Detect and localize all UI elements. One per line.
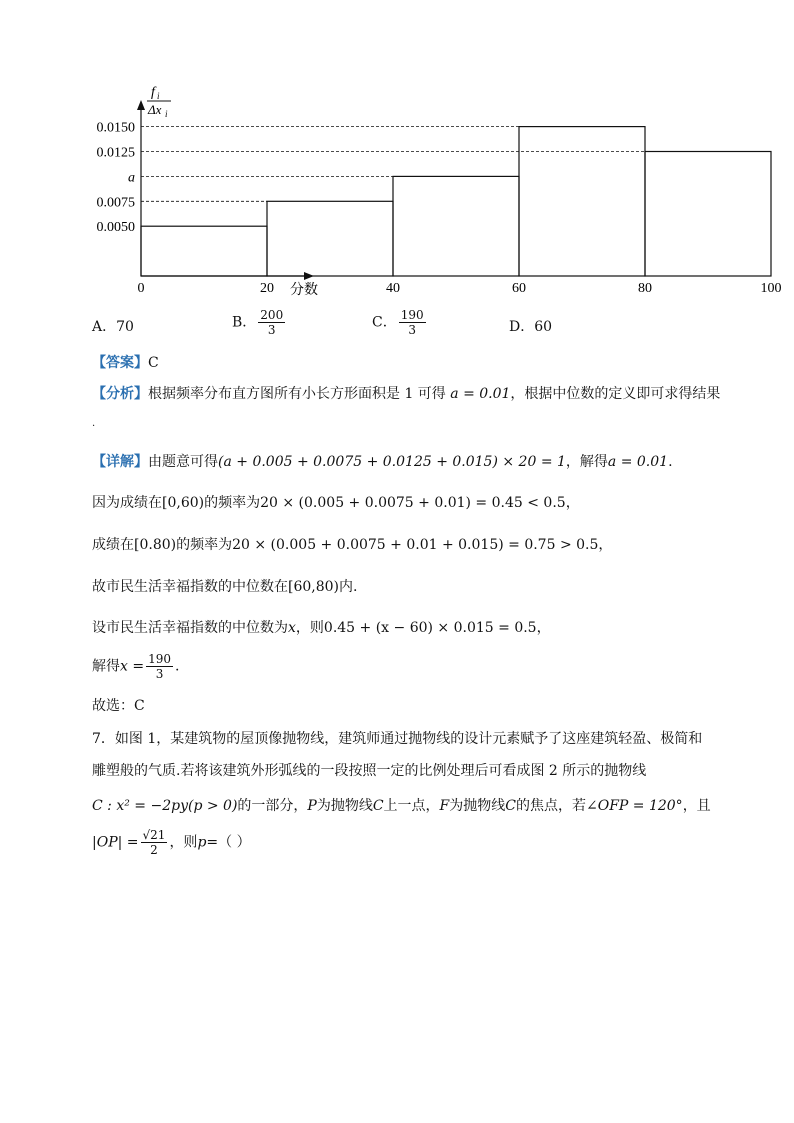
- detail-line-2-interval: [0,60): [162, 495, 205, 511]
- detail-line-2-text-2: 的频率为: [204, 495, 261, 511]
- question7-line-3-text-4: 为抛物线: [449, 798, 506, 814]
- histogram-bar: [519, 127, 645, 276]
- question7-angle: ∠OFP = 120°: [585, 798, 683, 814]
- question7-line-4-text: ，则: [169, 834, 198, 851]
- analysis-text-2: ，根据中位数的定义即可求得结果: [510, 386, 721, 402]
- question7-focus-f: F: [439, 798, 450, 814]
- detail-line-6-denominator: 3: [155, 667, 164, 681]
- question7-line-4: [92, 828, 251, 857]
- detail-line-6-end: .: [174, 658, 180, 675]
- detail-line-1-math-2: a = 0.01: [607, 454, 669, 470]
- x-tick-label: 80: [638, 281, 652, 296]
- detail-line-4: [92, 577, 357, 597]
- detail-line-2-end: ，: [565, 495, 580, 511]
- detail-line-5-var: x: [288, 620, 296, 636]
- y-tick-label: 0.0150: [96, 120, 135, 136]
- analysis-continuation: .: [92, 418, 96, 429]
- histogram-bar: [141, 226, 267, 276]
- detail-line-3-interval: [0.80): [134, 537, 177, 553]
- x-tick-label: 20: [260, 281, 274, 296]
- detail-line-5: [92, 618, 551, 638]
- detail-line-4-interval: [60,80): [288, 579, 340, 595]
- question7-line-3-text-2: 为抛物线: [316, 798, 373, 814]
- detail-line-3-math: 20 × (0.005 + 0.0075 + 0.01 + 0.015) = 0.75 > 0.5: [232, 537, 599, 553]
- answer-text: C: [148, 355, 159, 371]
- x-tick-label: 60: [512, 281, 526, 296]
- question7-line-3-text-5: 的焦点，若: [515, 798, 586, 814]
- option-c-numerator: 190: [400, 308, 424, 322]
- detail-line-1-text-2: ，解得: [565, 454, 608, 470]
- question7-fraction: [141, 828, 168, 857]
- detail-line-5-end: ，: [536, 620, 551, 636]
- question7-numerator: √21: [142, 828, 166, 842]
- option-a: A．70: [92, 319, 134, 335]
- answer-line: [92, 353, 159, 373]
- x-tick-label: 0: [137, 281, 145, 296]
- detail-line-1-end: .: [668, 454, 673, 470]
- x-axis-arrow: [304, 272, 314, 280]
- detail-line-5-math: 0.45 + (x − 60) × 0.015 = 0.5: [323, 620, 537, 636]
- detail-line-6-text: 解得: [92, 658, 120, 675]
- detail-line-2: [92, 493, 580, 513]
- answer-tag: 【答案】: [92, 355, 148, 371]
- option-c-fraction: [399, 308, 426, 337]
- y-tick-label: 0.0125: [96, 145, 135, 161]
- x-axis-label: 分数: [290, 283, 318, 298]
- y-tick-label: 0.0050: [96, 220, 135, 236]
- option-c-prefix: C．: [372, 314, 397, 331]
- analysis-math: a = 0.01: [450, 386, 511, 402]
- detail-line-7: 故选：C: [92, 698, 145, 714]
- detail-line-1-math: (a + 0.005 + 0.0075 + 0.0125 + 0.015) × 20 = 1: [218, 454, 566, 470]
- detail-tag: 【详解】: [92, 454, 148, 470]
- question7-denominator: 2: [150, 843, 158, 857]
- detail-line-4-end: 内.: [339, 579, 358, 595]
- question7-line-3: [92, 796, 711, 816]
- y-axis-label-numerator: f: [151, 85, 155, 100]
- question7-curve-c-2: C: [505, 798, 516, 814]
- option-b: [232, 308, 287, 337]
- analysis-tag: 【分析】: [92, 386, 148, 402]
- x-tick-label: 40: [386, 281, 400, 296]
- detail-line-6-math: x =: [120, 658, 145, 675]
- y-axis-label-numerator-sub: i: [157, 91, 160, 101]
- detail-line-3-end: ，: [598, 537, 613, 553]
- detail-line-6: [92, 652, 179, 681]
- question7-line-3-text: 的一部分，: [237, 798, 308, 814]
- option-b-fraction: [258, 308, 285, 337]
- detail-line-5-text-2: ，则: [295, 620, 324, 636]
- detail-line-1-text: 由题意可得: [148, 454, 218, 470]
- option-c: [372, 308, 428, 337]
- detail-line-1: [92, 452, 673, 472]
- detail-line-3-text: 成绩在: [92, 537, 134, 553]
- y-axis-label-denominator: Δx: [148, 102, 162, 117]
- detail-line-4-text: 故市民生活幸福指数的中位数在: [92, 579, 288, 595]
- option-b-denominator: 3: [267, 323, 276, 337]
- histogram-bar: [267, 201, 393, 276]
- histogram-bar: [645, 152, 771, 277]
- y-tick-label: a: [128, 170, 135, 186]
- question7-var-p: p: [197, 834, 207, 851]
- histogram-bar: [393, 176, 519, 276]
- y-axis-label-denominator-sub: i: [165, 109, 168, 119]
- question7-parabola-eq: C : x² = −2py(p > 0): [92, 798, 238, 814]
- x-tick-label: 100: [760, 281, 782, 296]
- question7-abs-op: |OP| =: [92, 834, 139, 851]
- question7-line-1: 7．如图 1，某建筑物的屋顶像抛物线，建筑师通过抛物线的设计元素赋予了这座建筑轻盈、极简和: [92, 731, 703, 747]
- detail-line-2-math: 20 × (0.005 + 0.0075 + 0.01) = 0.45 < 0.5: [260, 495, 566, 511]
- y-tick-label: 0.0075: [96, 195, 135, 211]
- question7-curve-c: C: [372, 798, 384, 814]
- question7-point-p: P: [307, 798, 317, 814]
- detail-line-5-text: 设市民生活幸福指数的中位数为: [92, 620, 288, 636]
- option-b-prefix: B．: [232, 314, 257, 331]
- option-d: D．60: [509, 319, 553, 335]
- y-axis-arrow: [137, 100, 145, 110]
- detail-line-2-text: 因为成绩在: [92, 495, 162, 511]
- option-b-numerator: 200: [260, 308, 284, 322]
- analysis-text-1: 根据频率分布直方图所有小长方形面积是 1 可得: [148, 386, 451, 402]
- analysis-line: [92, 384, 720, 404]
- question7-line-3-text-3: 上一点，: [383, 798, 440, 814]
- question7-line-2: 雕塑般的气质.若将该建筑外形弧线的一段按照一定的比例处理后可看成图 2 所示的抛物线: [92, 763, 647, 779]
- question7-line-4-end: =（ ）: [206, 834, 251, 851]
- detail-line-6-numerator: 190: [148, 652, 171, 666]
- detail-line-3: [92, 535, 612, 555]
- detail-line-3-text-2: 的频率为: [176, 537, 233, 553]
- histogram-chart: [0, 0, 794, 310]
- option-c-denominator: 3: [408, 323, 416, 337]
- question7-line-3-end: ，且: [682, 798, 711, 814]
- detail-line-6-fraction: [146, 652, 173, 681]
